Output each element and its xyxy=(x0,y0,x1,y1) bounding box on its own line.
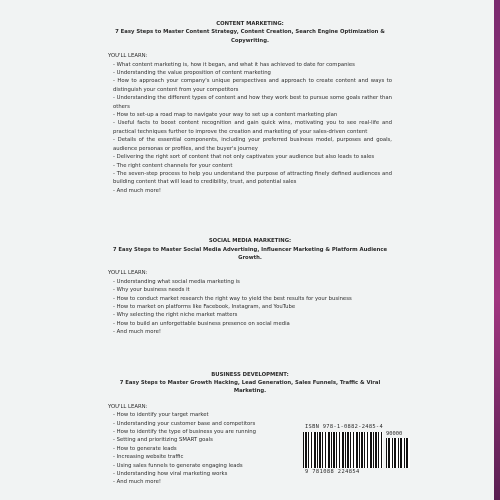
learn-label: YOU'LL LEARN: xyxy=(108,53,148,60)
barcode-digits: 9 781088 224854 xyxy=(305,469,360,475)
list-item: - How to generate leads xyxy=(113,445,392,453)
list-item: - Understanding what social media marketing is xyxy=(113,278,392,286)
list-item: - Delivering the right sort of content that not only captivates your audience but also leads to sales xyxy=(113,153,392,161)
price-code: 90000 xyxy=(386,431,403,437)
list-item: - Increasing website traffic xyxy=(113,453,392,461)
list-item: - The right content channels for your content xyxy=(113,162,392,170)
list-item: - How to identify your target market xyxy=(113,411,392,419)
list-item: - Useful facts to boost content recognition and gain quick wins, motivating you to see real-life and practical techniques further to improve the creation and marketing of your sales-driven content xyxy=(113,119,392,136)
list-item: - How to identify the type of business you are running xyxy=(113,428,392,436)
list-item: - Understanding the value proposition of content marketing xyxy=(113,69,392,77)
section-title: BUSINESS DEVELOPMENT: xyxy=(211,371,289,378)
section-title: SOCIAL MEDIA MARKETING: xyxy=(208,238,292,245)
list-item: - Understanding how viral marketing works xyxy=(113,470,392,478)
list-item: - What content marketing is, how it began, and what it has achieved to date for companies xyxy=(113,61,392,69)
barcode-bars xyxy=(303,432,383,468)
list-item: - How to approach your company's unique perspectives and approach to create content and ways to distinguish your content from your competitors xyxy=(113,77,392,94)
list-item: - And much more! xyxy=(113,478,392,486)
list-item: - Understanding your customer base and competitors xyxy=(113,420,392,428)
section-content-marketing xyxy=(108,20,392,195)
learn-list xyxy=(108,61,392,196)
list-item: - Details of the essential components, including your preferred business model, purposes and goals, audience personas or profiles, and the buyer's journey xyxy=(113,136,392,153)
section-title: CONTENT MARKETING: xyxy=(216,21,284,27)
section-subtitle: 7 Easy Steps to Master Content Strategy, Content Creation, Search Engine Optimization & Copywriting. xyxy=(115,29,385,44)
addon-bars xyxy=(386,438,410,468)
list-item: - The seven-step process to help you understand the purpose of attracting finely defined audiences and building content that will lead to credibility, trust, and potential sales xyxy=(113,170,392,187)
learn-label: YOU'LL LEARN: xyxy=(108,403,148,410)
list-item: - How to build an unforgettable business presence on social media xyxy=(113,320,392,328)
isbn-number: ISBN 978-1-0882-2485-4 xyxy=(305,424,383,430)
list-item: - Using sales funnels to generate engaging leads xyxy=(113,462,392,470)
list-item: - And much more! xyxy=(113,187,392,195)
cover-text xyxy=(108,20,392,487)
list-item: - Setting and prioritizing SMART goals xyxy=(113,436,392,444)
list-item: - Understanding the different types of content and how they work best to pursue some goals rather than others xyxy=(113,94,392,111)
section-subtitle: 7 Easy Steps to Master Social Media Advertising, Influencer Marketing & Platform Audience Growth. xyxy=(112,246,388,261)
price-addon xyxy=(386,431,410,468)
section-subtitle: 7 Easy Steps to Master Growth Hacking, Lead Generation, Sales Funnels, Traffic & Viral Marketing. xyxy=(119,380,381,395)
learn-list xyxy=(108,278,392,337)
isbn-barcode xyxy=(303,424,413,475)
list-item: - Why your business needs it xyxy=(113,286,392,294)
list-item: - How to market on platforms like Facebook, Instagram, and YouTube xyxy=(113,303,392,311)
list-item: - How to set-up a road map to navigate your way to set up a content marketing plan xyxy=(113,111,392,119)
section-social-media-marketing xyxy=(108,237,392,336)
cover-spine-edge xyxy=(494,0,500,500)
list-item: - And much more! xyxy=(113,328,392,336)
list-item: - How to conduct market research the right way to yield the best results for your business xyxy=(113,295,392,303)
learn-label: YOU'LL LEARN: xyxy=(108,270,148,277)
list-item: - Why selecting the right niche market matters xyxy=(113,311,392,319)
